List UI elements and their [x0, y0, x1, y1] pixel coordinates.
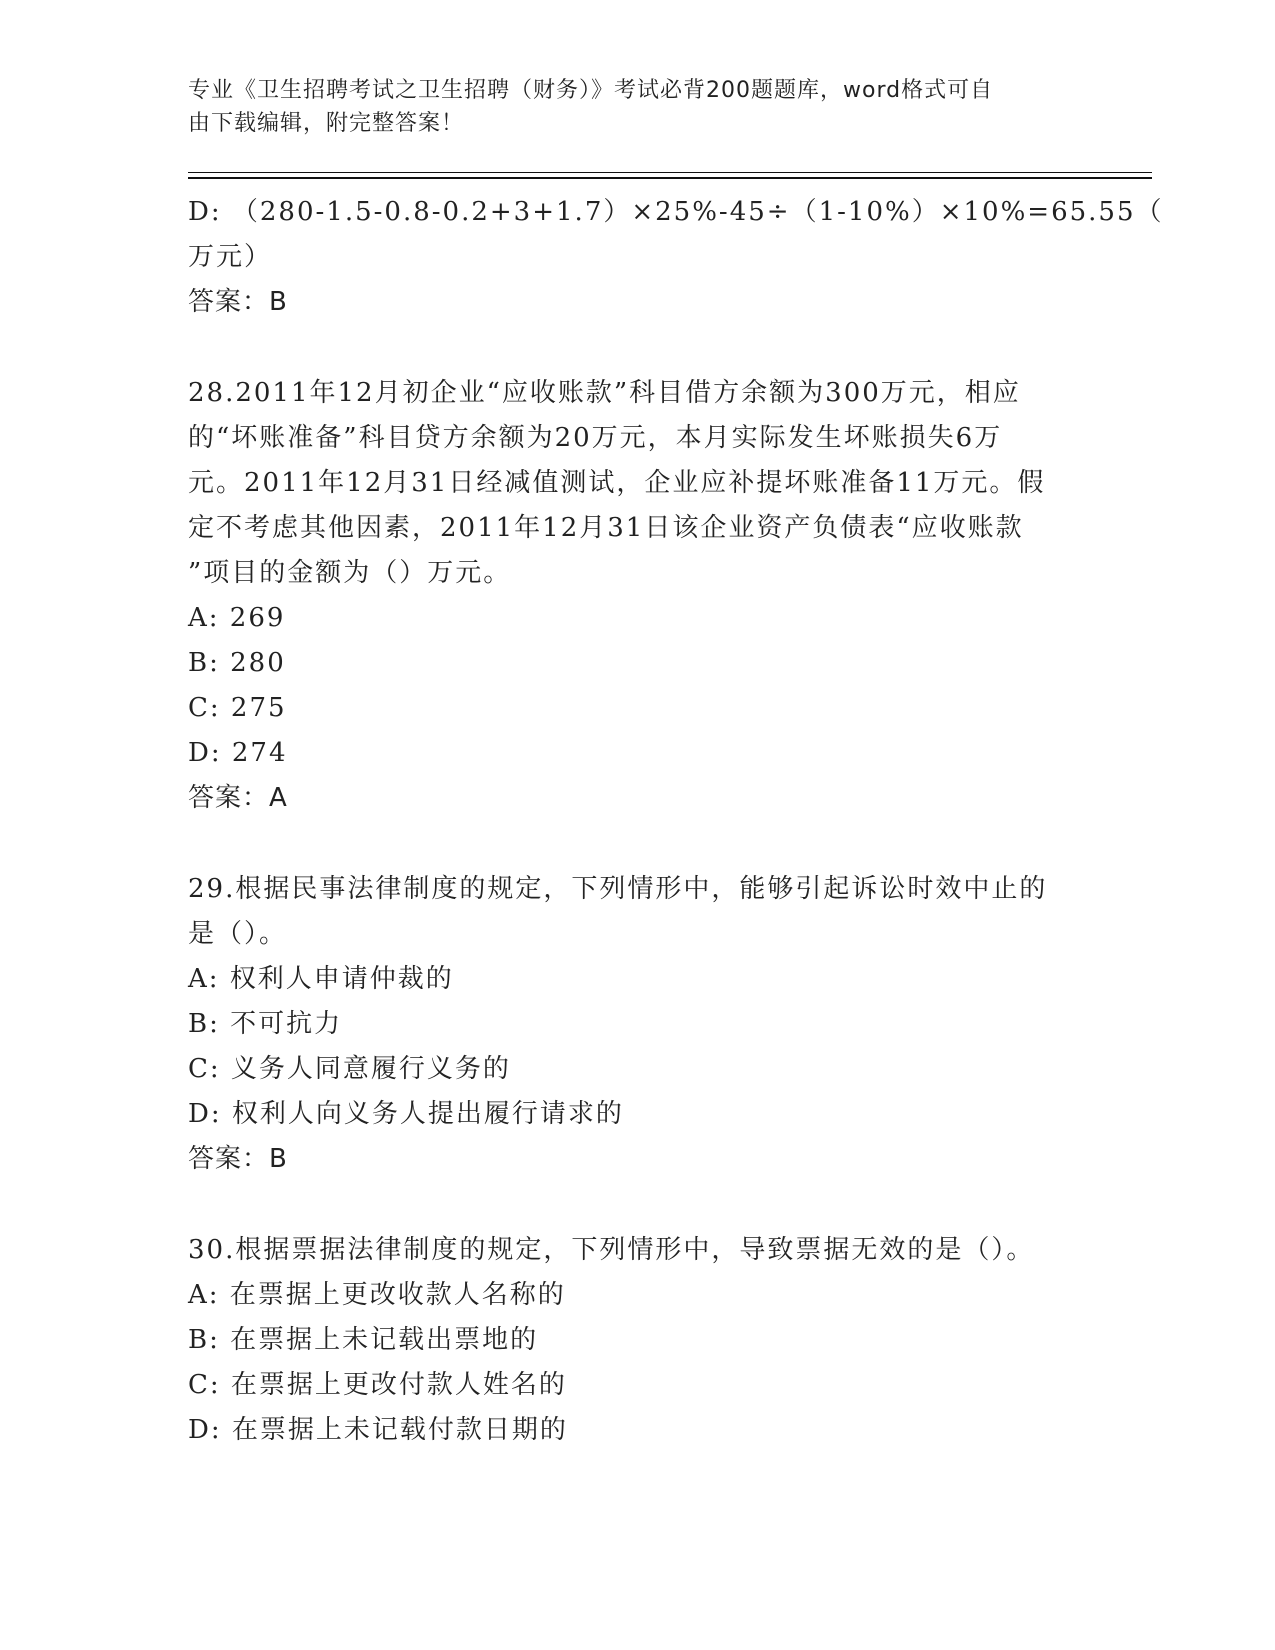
question-28 — [188, 371, 1088, 821]
question-text-line: 定不考虑其他因素，2011年12月31日该企业资产负债表“应收账款 — [188, 513, 1024, 543]
question-30 — [188, 1228, 1088, 1453]
question-text-line: 的“坏账准备”科目贷方余额为20万元，本月实际发生坏账损失6万 — [188, 423, 1003, 453]
option-d: D: 274 — [188, 738, 288, 768]
option-a: A: 在票据上更改收款人名称的 — [188, 1280, 566, 1310]
option-d-continued: 万元） — [188, 242, 273, 272]
header-rule-bottom — [188, 177, 1152, 179]
option-a: A: 权利人申请仲裁的 — [188, 964, 454, 994]
question-text-line: 29.根据民事法律制度的规定，下列情形中，能够引起诉讼时效中止的 — [188, 874, 1048, 904]
option-c: C: 275 — [188, 693, 287, 723]
question-29 — [188, 867, 1088, 1182]
option-c: C: 在票据上更改付款人姓名的 — [188, 1370, 567, 1400]
option-a: A: 269 — [188, 603, 286, 633]
option-d: D: 权利人向义务人提出履行请求的 — [188, 1099, 624, 1129]
answer-label: 答案：B — [188, 1144, 288, 1174]
option-b: B: 不可抗力 — [188, 1009, 343, 1039]
question-text-line: 元。2011年12月31日经减值测试，企业应补提坏账准备11万元。假 — [188, 468, 1046, 498]
question-text-line: 28.2011年12月初企业“应收账款”科目借方余额为300万元，相应 — [188, 378, 1021, 408]
question-text-line: 是（）。 — [188, 919, 288, 949]
option-b: B: 在票据上未记载出票地的 — [188, 1325, 539, 1355]
answer-label: 答案：A — [188, 783, 288, 813]
question-text-line: 30.根据票据法律制度的规定，下列情形中，导致票据无效的是（）。 — [188, 1235, 1035, 1265]
answer-label: 答案：B — [188, 287, 288, 317]
option-b: B: 280 — [188, 648, 286, 678]
option-d: D: 在票据上未记载付款日期的 — [188, 1415, 568, 1445]
option-c: C: 义务人同意履行义务的 — [188, 1054, 511, 1084]
page-header — [188, 74, 1088, 140]
option-d: D: （280-1.5-0.8-0.2+3+1.7）×25%-45÷（1-10%）×10%=65.55（ — [188, 197, 1164, 227]
header-line-2: 由下载编辑，附完整答案！ — [188, 111, 465, 136]
previous-question — [188, 190, 1164, 325]
document-body — [188, 190, 1164, 1453]
header-rule-top — [188, 172, 1152, 173]
question-text-line: ”项目的金额为（）万元。 — [188, 558, 512, 588]
header-line-1: 专业《卫生招聘考试之卫生招聘（财务）》考试必背200题题库，word格式可自 — [188, 78, 994, 103]
